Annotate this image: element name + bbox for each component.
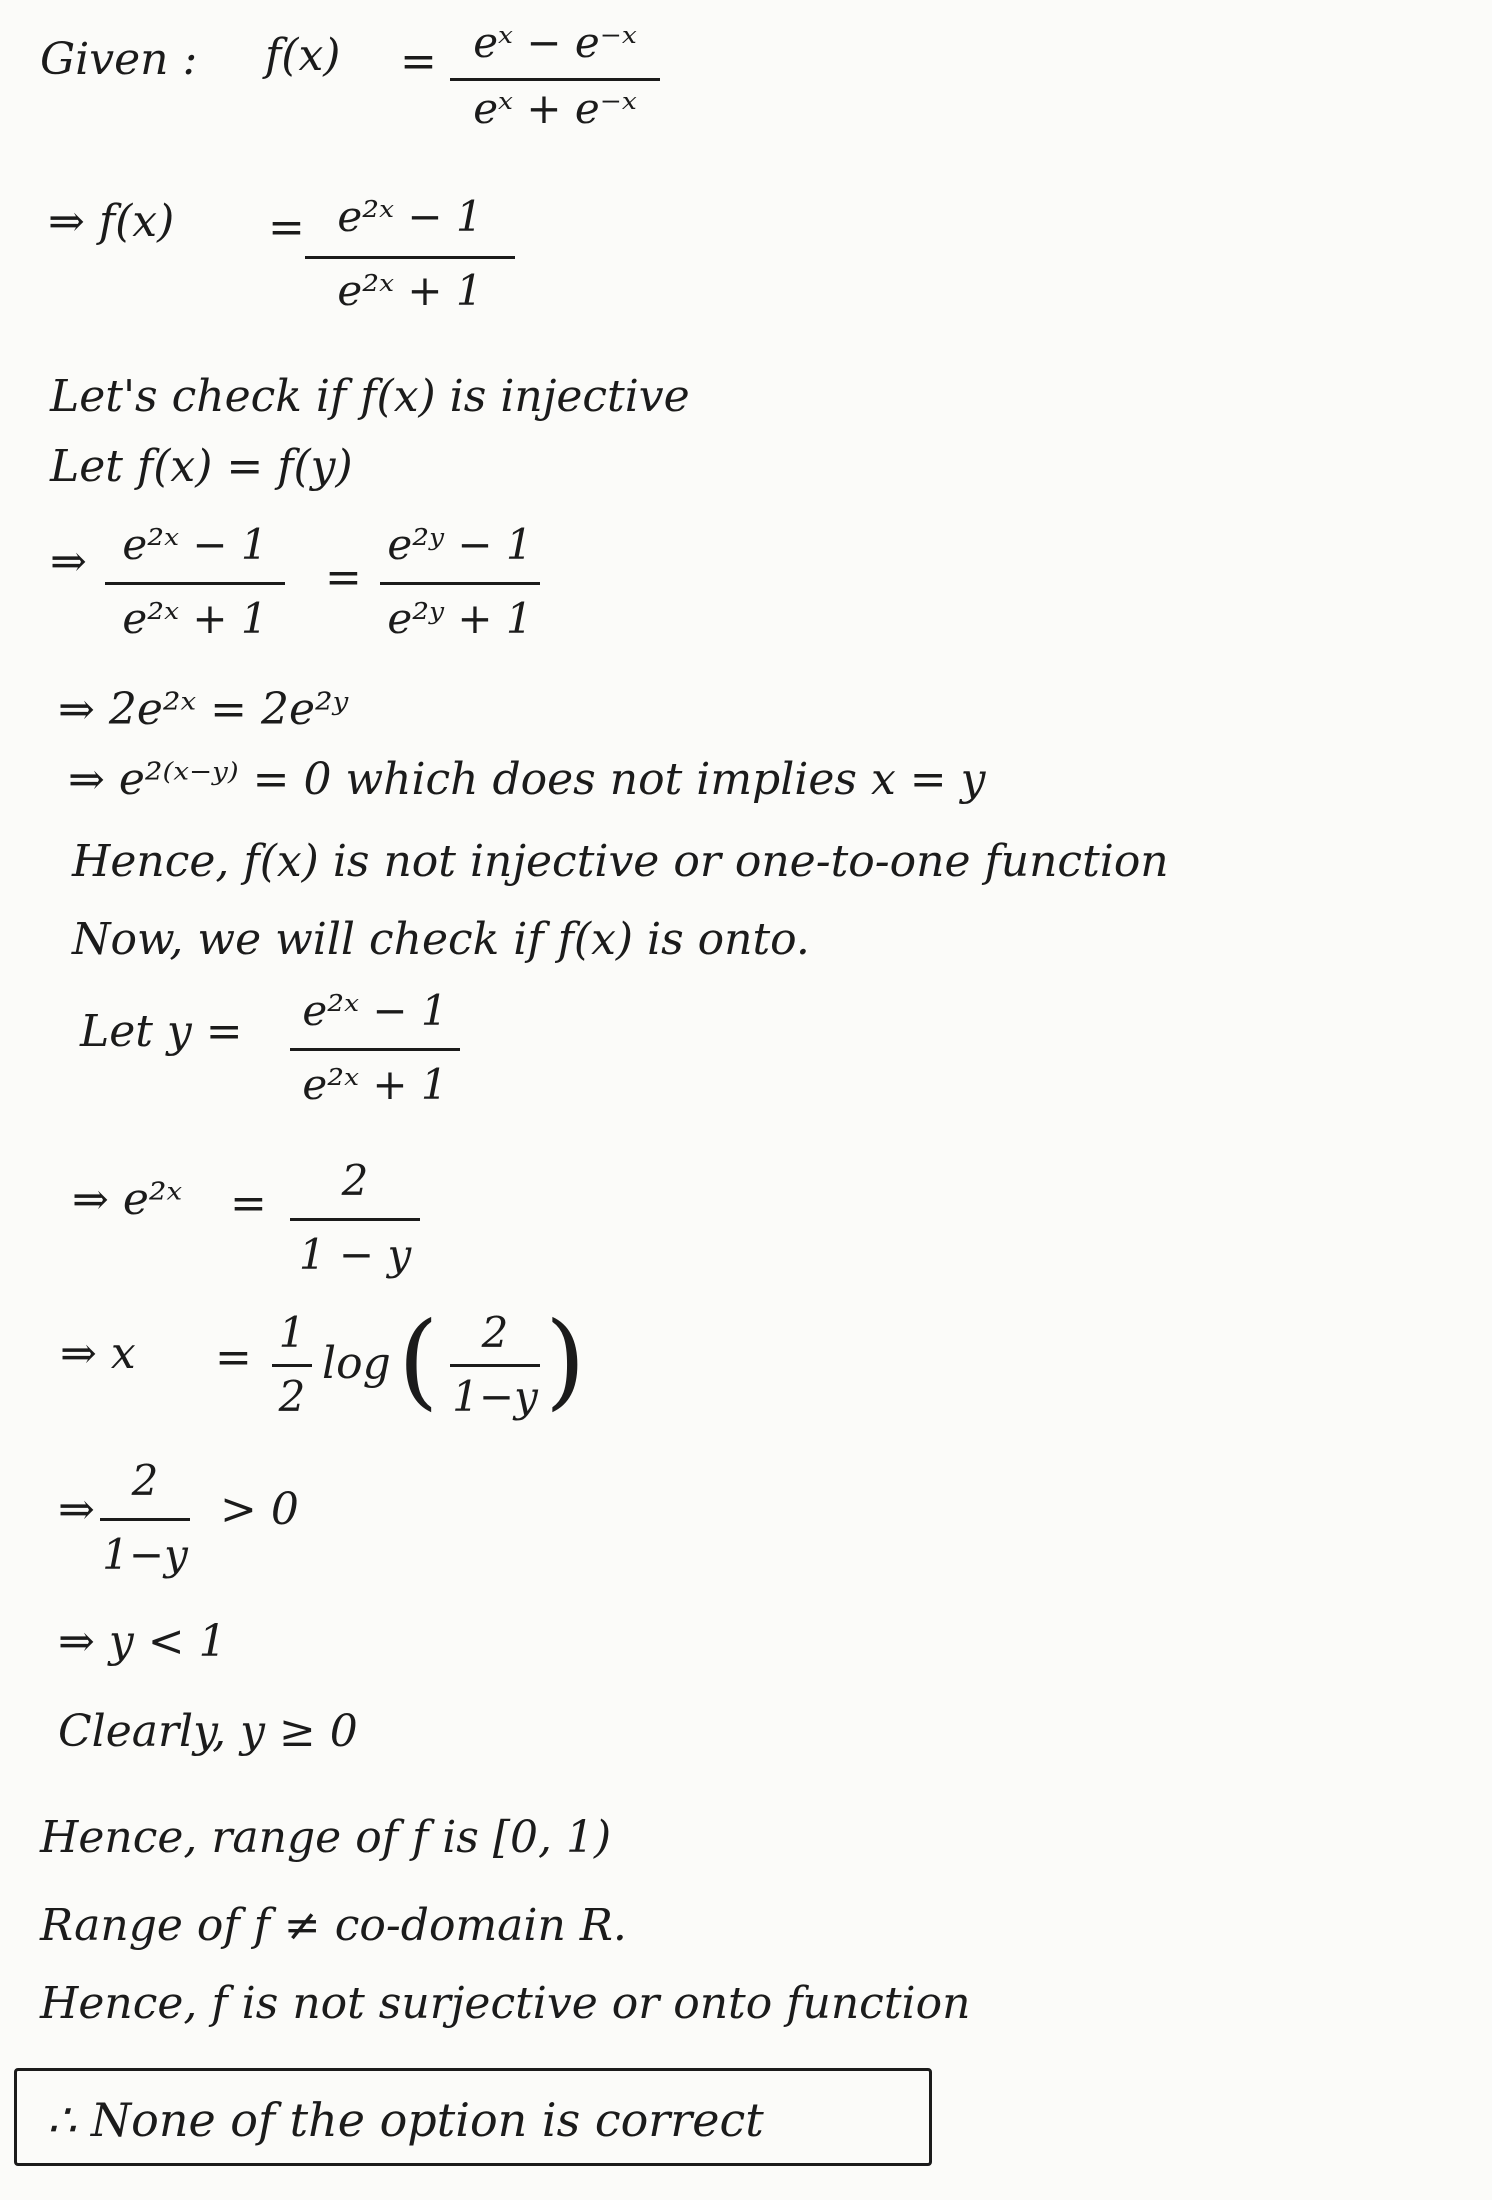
range-not-equal-codomain: Range of f ≠ co-domain R.	[40, 1900, 627, 1951]
fraction-bar	[450, 78, 660, 81]
given-label: Given :	[40, 34, 198, 85]
given-fraction	[450, 18, 660, 133]
step2-right-fraction	[380, 520, 540, 643]
step1-numerator: e²ˣ − 1	[337, 192, 483, 241]
given-equals: =	[400, 36, 437, 87]
given-numerator: eˣ − e⁻ˣ	[473, 18, 637, 67]
let-y-denominator: e²ˣ + 1	[302, 1060, 448, 1109]
injective-intro: Let's check if f(x) is injective	[50, 371, 690, 422]
step5-equals: =	[230, 1178, 267, 1229]
step5-lhs: ⇒ e²ˣ	[72, 1174, 183, 1225]
step2-arrow: ⇒	[50, 536, 87, 587]
fraction-bar	[380, 582, 540, 585]
fraction-bar	[105, 582, 285, 585]
left-parenthesis: (	[398, 1299, 439, 1421]
let-y-numerator: e²ˣ − 1	[302, 986, 448, 1035]
step8: ⇒ y < 1	[58, 1616, 227, 1667]
let-fx-equals-fy: Let f(x) = f(y)	[50, 441, 353, 492]
step1-equals: =	[268, 202, 305, 253]
step1-fraction	[305, 192, 515, 315]
step6-denominator: 1−y	[452, 1372, 538, 1421]
step6-half-denominator: 2	[278, 1372, 306, 1421]
step5-fraction	[290, 1156, 420, 1279]
step7-numerator: 2	[131, 1456, 159, 1505]
fraction-bar	[450, 1364, 540, 1367]
fraction-bar	[272, 1364, 312, 1367]
step7-relation: > 0	[220, 1484, 299, 1535]
let-y-label: Let y =	[80, 1006, 243, 1057]
step1-denominator: e²ˣ + 1	[337, 266, 483, 315]
fraction-bar	[100, 1518, 190, 1521]
step7-arrow: ⇒	[58, 1484, 95, 1535]
step2-right-denominator: e²ʸ + 1	[387, 594, 533, 643]
range-statement: Hence, range of f is [0, 1)	[40, 1812, 612, 1863]
step6-numerator: 2	[481, 1308, 509, 1357]
right-parenthesis: )	[545, 1299, 586, 1421]
step6-fraction	[450, 1308, 540, 1421]
step2-right-numerator: e²ʸ − 1	[387, 520, 533, 569]
step2-equals: =	[325, 552, 362, 603]
step6-half-numerator: 1	[278, 1308, 306, 1357]
step6-half-fraction	[272, 1308, 312, 1421]
clearly-statement: Clearly, y ≥ 0	[58, 1706, 358, 1757]
fraction-bar	[290, 1218, 420, 1221]
step6-lhs: ⇒ x	[60, 1328, 136, 1379]
conclusion-box	[14, 2068, 932, 2166]
step2-left-denominator: e²ˣ + 1	[122, 594, 268, 643]
step2-left-fraction	[105, 520, 285, 643]
step6-log: log	[322, 1338, 391, 1389]
let-y-fraction	[290, 986, 460, 1109]
step7-denominator: 1−y	[102, 1530, 188, 1579]
not-injective-statement: Hence, f(x) is not injective or one-to-one function	[72, 836, 1169, 887]
now-check-onto: Now, we will check if f(x) is onto.	[72, 914, 810, 965]
given-denominator: eˣ + e⁻ˣ	[473, 84, 637, 133]
conclusion-text: ∴ None of the option is correct	[47, 2093, 764, 2147]
fraction-bar	[305, 256, 515, 259]
step4: ⇒ e²⁽ˣ⁻ʸ⁾ = 0 which does not implies x = y	[68, 754, 986, 805]
fraction-bar	[290, 1048, 460, 1051]
step6-equals: =	[215, 1332, 252, 1383]
step2-left-numerator: e²ˣ − 1	[122, 520, 268, 569]
not-surjective-statement: Hence, f is not surjective or onto function	[40, 1978, 971, 2029]
step5-numerator: 2	[341, 1156, 369, 1205]
step3: ⇒ 2e²ˣ = 2e²ʸ	[58, 684, 349, 735]
given-lhs: f(x)	[265, 30, 341, 81]
step5-denominator: 1 − y	[298, 1230, 412, 1279]
step7-fraction	[100, 1456, 190, 1579]
step1-lhs: ⇒ f(x)	[48, 196, 175, 247]
